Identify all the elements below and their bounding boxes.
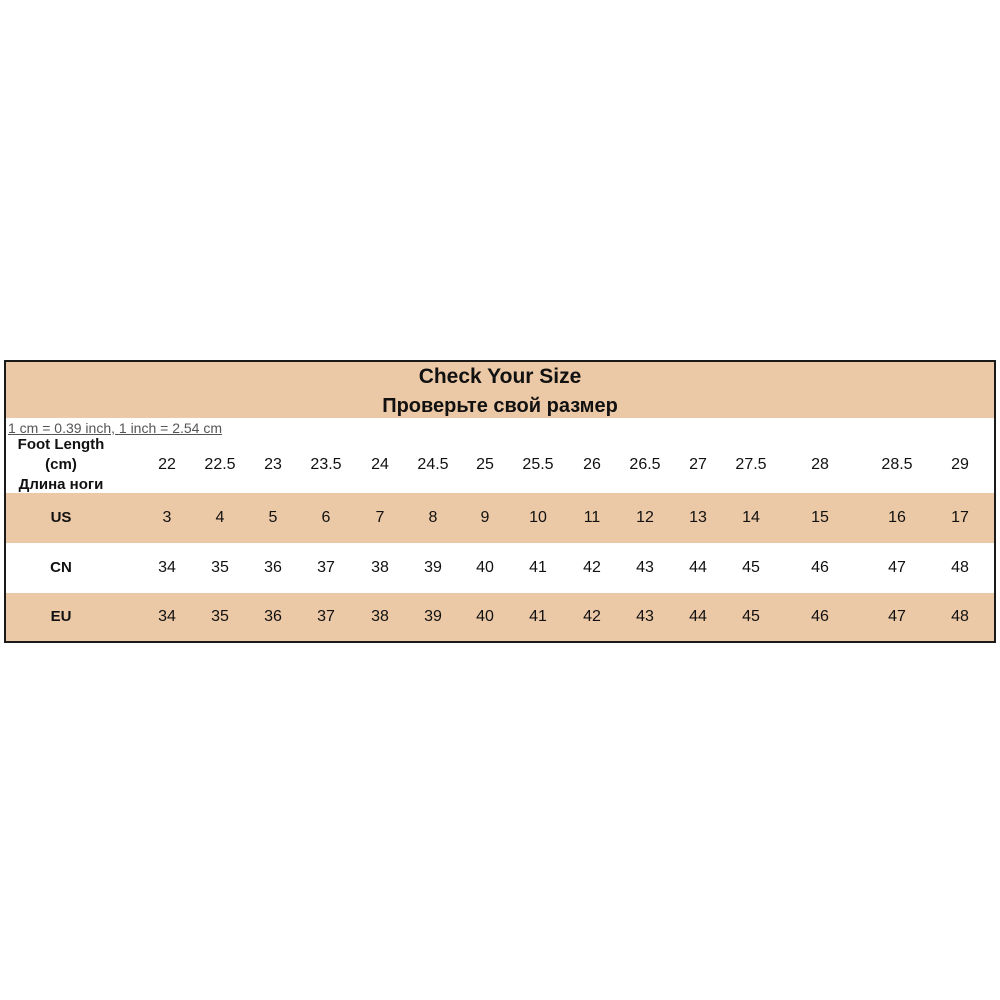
row-label-line: Foot Length (cm): [17, 436, 105, 473]
size-cell: 14: [742, 509, 760, 526]
size-cell: 41: [529, 559, 547, 576]
size-cell: 17: [951, 509, 969, 526]
size-cell: 3: [162, 509, 172, 526]
size-cell: 16: [888, 509, 906, 526]
row-label: [6, 493, 116, 543]
size-cell: 27.5: [735, 456, 767, 473]
size-cell: 36: [264, 608, 282, 625]
size-cell: 44: [689, 559, 707, 576]
row-us: [6, 493, 994, 543]
chart-header: [6, 362, 994, 418]
size-cell: 10: [529, 509, 547, 526]
size-cell: 26: [583, 456, 601, 473]
size-cell: 48: [951, 608, 969, 625]
size-cell: 34: [158, 559, 176, 576]
size-cell: 43: [636, 559, 654, 576]
size-cell: 44: [689, 608, 707, 625]
size-cell: 37: [317, 559, 335, 576]
size-cell: 47: [888, 559, 906, 576]
size-cell: 11: [583, 509, 601, 526]
size-cell: 9: [480, 509, 490, 526]
size-cell: 45: [742, 608, 760, 625]
size-cell: 22.5: [204, 456, 236, 473]
row-label: [6, 438, 116, 492]
row-label-line: Длина ноги: [18, 476, 104, 493]
size-cell: 35: [211, 608, 229, 625]
size-cell: 46: [811, 608, 829, 625]
size-cell: 42: [583, 559, 601, 576]
size-cell: 13: [689, 509, 707, 526]
size-cell: 48: [951, 559, 969, 576]
size-cell: 24: [371, 456, 389, 473]
size-cell: 28: [811, 456, 829, 473]
size-cell: 43: [636, 608, 654, 625]
size-cell: 26.5: [629, 456, 661, 473]
size-cell: 29: [951, 456, 969, 473]
row-eu: [6, 593, 994, 641]
row-label-line: EU: [50, 608, 72, 625]
size-cell: 4: [215, 509, 225, 526]
size-cell: 23: [264, 456, 282, 473]
row-cn: [6, 543, 994, 593]
size-cell: 39: [424, 608, 442, 625]
size-cell: 27: [689, 456, 707, 473]
size-cell: 38: [371, 608, 389, 625]
size-cell: 28.5: [881, 456, 913, 473]
row-foot-length: [6, 438, 994, 492]
size-cell: 47: [888, 608, 906, 625]
size-cell: 25.5: [522, 456, 554, 473]
size-cell: 41: [529, 608, 547, 625]
size-cell: 5: [268, 509, 278, 526]
title-english: Check Your Size: [418, 365, 582, 388]
size-cell: 42: [583, 608, 601, 625]
row-label: [6, 593, 116, 641]
size-cell: 35: [211, 559, 229, 576]
size-cell: 37: [317, 608, 335, 625]
title-russian: Проверьте свой размер: [382, 395, 618, 417]
size-cell: 12: [636, 509, 654, 526]
size-cell: 6: [321, 509, 331, 526]
row-label-line: CN: [50, 559, 72, 576]
size-cell: 39: [424, 559, 442, 576]
size-chart: [4, 360, 996, 643]
size-cell: 46: [811, 559, 829, 576]
size-cell: 25: [476, 456, 494, 473]
size-cell: 40: [476, 608, 494, 625]
size-cell: 38: [371, 559, 389, 576]
size-cell: 40: [476, 559, 494, 576]
size-cell: 15: [811, 509, 829, 526]
row-label-line: US: [50, 509, 72, 526]
size-cell: 8: [428, 509, 438, 526]
size-cell: 7: [375, 509, 385, 526]
size-cell: 24.5: [417, 456, 449, 473]
size-cell: 34: [158, 608, 176, 625]
size-cell: 45: [742, 559, 760, 576]
size-cell: 36: [264, 559, 282, 576]
size-cell: 22: [158, 456, 176, 473]
unit-conversion-note: 1 cm = 0.39 inch, 1 inch = 2.54 cm: [8, 420, 223, 436]
row-label: [6, 543, 116, 593]
size-cell: 23.5: [310, 456, 342, 473]
